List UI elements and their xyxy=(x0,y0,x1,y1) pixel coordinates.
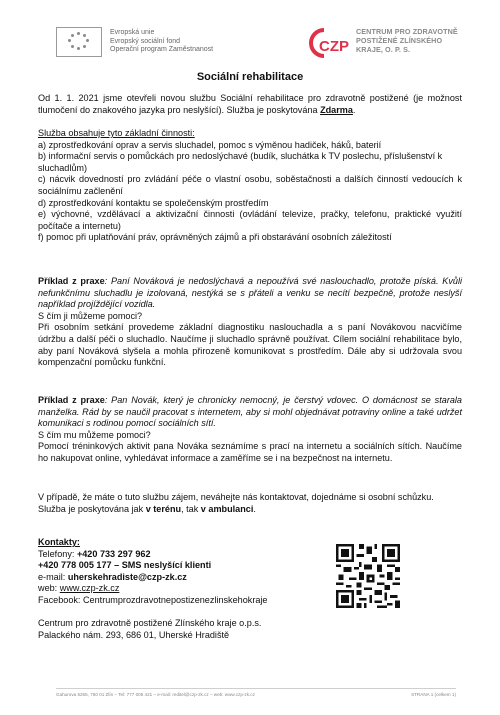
service-item: f) pomoc při uplatňování práv, oprávněných zájmů a při obstarávání osobních záležitostí xyxy=(38,232,392,243)
services-heading: Služba obsahuje tyto základní činnosti: xyxy=(38,128,195,138)
example-2-story: : Pan Novák, který je chronicky nemocný, je čerstvý vdovec. O domácnost se starala manželka. Rád by se naučil pracovat s internetem, aby si mohl objednávat potraviny online a také udržet komunikaci s rodinou pomocí sociálních sítí. xyxy=(38,395,462,429)
example-1-answer: Při osobním setkání provedeme základní diagnostiku naslouchadla a s paní Novákovou nacvičíme údržbu a další péči o sluchadlo. Naučíme ji sluchadlo správně používat. Cílem sociální rehabilitace bylo, aby paní Nováková slyšela a mohla přirozeně komunikovat s prostředím. Dále aby si udržovala svou kompenzační pomůcku funkční. xyxy=(38,322,462,368)
eu-logo xyxy=(56,27,213,57)
facebook-text: Facebook: Centrumprozdravotnepostizenezlinskehokraje xyxy=(38,594,268,605)
phone-2[interactable]: +420 778 005 177 – SMS neslyšící klienti xyxy=(38,560,212,571)
service-item: d) zprostředkování kontaktu se společenským prostředím xyxy=(38,197,269,208)
services-section xyxy=(38,128,462,244)
example-1-label: Příklad z praxe xyxy=(38,276,105,286)
qr-code-icon xyxy=(336,544,400,608)
example-2-label: Příklad z praxe xyxy=(38,395,105,405)
page-footer xyxy=(56,692,456,697)
example-2-question: S čím mu můžeme pomoci? xyxy=(38,429,151,440)
org-address: Palackého nám. 293, 686 01, Uherské Hradiště xyxy=(38,629,230,640)
example-1-story: : Paní Nováková je nedoslýchavá a nepoužívá své naslouchadlo, protože píská. Kvůli nefunkčnímu sluchadlu je izolovaná, nestýká se s přáteli a venku se necítí bezpečně, protože neslyší například projíždějící vozidla. xyxy=(38,276,462,310)
free-label: Zdarma xyxy=(320,104,353,115)
eu-text: Evropská unie Evropský sociální fond Operační program Zaměstnanost xyxy=(110,29,214,54)
example-2 xyxy=(38,395,462,465)
terrain-label: v terénu xyxy=(145,503,182,514)
clinic-label: v ambulanci xyxy=(200,503,254,514)
email-link[interactable]: uherskehradiste@czp-zk.cz xyxy=(67,571,187,582)
page-title: Sociální rehabilitace xyxy=(196,71,304,83)
service-item: b) informační servis o pomůckách pro nedoslýchavé (budík, sluchátka k TV poslechu, příslušenství k sluchadlům) xyxy=(38,151,443,173)
phone-1[interactable]: +420 733 297 962 xyxy=(76,548,151,559)
example-2-answer: Pomocí tréninkových aktivit pana Nováka seznámíme s prací na internetu a sociálních sítích. Naučíme ho nakupovat online, vyhledávat informace a zaměříme se i na bezpečnost na internetu. xyxy=(38,441,462,463)
contacts-heading: Kontakty: xyxy=(38,537,80,547)
footer-divider xyxy=(56,688,456,689)
footer-address: Gahurova 5265, 760 01 Zlín – Tel: 777 005 421 – e-mail: reditel@czp-zk.cz – web: www.czp-zk.cz xyxy=(56,692,255,697)
service-item: a) zprostředkování oprav a servis sluchadel, pomoc s výměnou hadiček, háků, baterií xyxy=(38,139,382,150)
czp-text: CENTRUM PRO ZDRAVOTNĚ POSTIŽENÉ ZLÍNSKÉHO KRAJE, O. P. S. xyxy=(356,27,458,54)
closing-paragraph: V případě, že máte o tuto službu zájem, neváhejte nás kontaktovat, dojednáme si osobní schůzku. Služba je poskytována jak v terénu, tak v ambulanci. xyxy=(38,492,434,514)
org-name: Centrum pro zdravotně postižené Zlínského kraje o.p.s. xyxy=(38,618,262,629)
intro-paragraph: Od 1. 1. 2021 jsme otevřeli novou službu Sociální rehabilitace pro zdravotně postižené (je možnost tlumočení do znakového jazyka pro neslyšící). Služba je poskytována Zdarma. xyxy=(38,93,462,115)
service-item: e) výchovné, vzdělávací a aktivizační činnosti (ovládání televize, pračky, telefonu, praktické využití počítače a internetu) xyxy=(38,209,462,231)
service-item: c) nácvik dovedností pro zvládání péče o vlastní osobu, soběstačnosti a dalších činností vedoucích k sociálnímu začlenění xyxy=(38,174,462,196)
web-link[interactable]: www.czp-zk.cz xyxy=(59,583,120,594)
czp-mark: CZP xyxy=(319,38,349,55)
page-number: STRANA 1 (celkem 1) xyxy=(411,692,456,697)
czp-emblem-icon xyxy=(306,25,352,61)
eu-flag-icon xyxy=(56,27,102,57)
contacts-section: Kontakty: Telefony: +420 733 297 962 +420 778 005 177 – SMS neslyšící klienti e-mail: uherskehradiste@czp-zk.cz web: www.czp-zk.cz Facebook: Centrumprozdravotnepostizenezlinskehokraje Centrum pro zdravotně postižené Zlínského kraje o.p.s. Palackého nám. 293, 686 01, Uherské Hradiště xyxy=(38,537,328,641)
example-1 xyxy=(38,276,462,369)
czp-logo xyxy=(306,25,458,61)
example-1-question: S čím ji můžeme pomoci? xyxy=(38,310,143,321)
